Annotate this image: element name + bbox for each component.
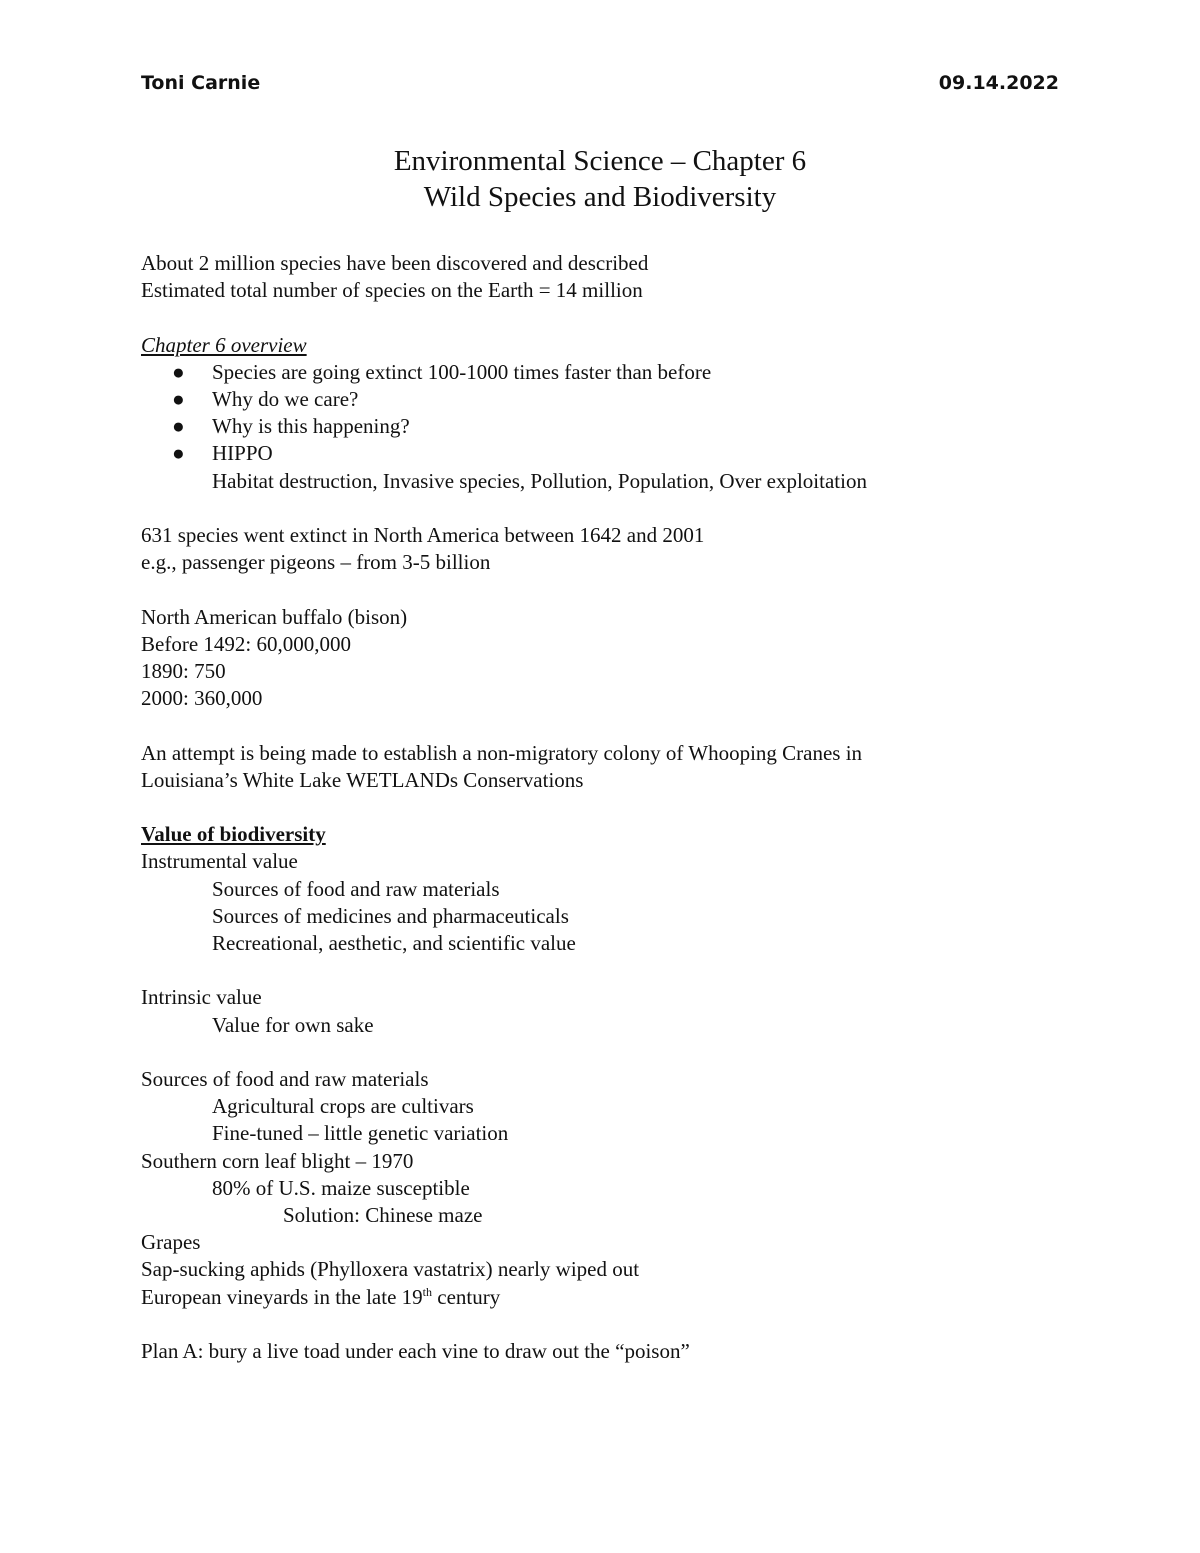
list-item: ● HIPPO [141,440,1081,467]
bullet-icon: ● [172,441,185,466]
list-item: 80% of U.S. maize susceptible [212,1175,470,1200]
extinction-line: e.g., passenger pigeons – from 3-5 billion [141,550,491,575]
extinction-line: 631 species went extinct in North America between 1642 and 2001 [141,523,705,547]
list-item: Recreational, aesthetic, and scientific value [212,931,576,955]
note-date: 09.14.2022 [938,72,1059,94]
list-item: ● Why is this happening? [141,413,1081,440]
bison-line: North American buffalo (bison) [141,604,408,629]
intrinsic-value: Intrinsic value [141,985,262,1010]
intro-line: Estimated total number of species on the Earth = 14 million [141,278,643,303]
list-item: Agricultural crops are cultivars [212,1094,474,1119]
plan-line: Plan A: bury a live toad under each vine to draw out the “poison” [141,1339,690,1363]
bison-line: 2000: 360,000 [141,686,263,711]
list-item: Sources of medicines and pharmaceuticals [212,903,569,928]
overview-heading: Chapter 6 overview [141,332,307,357]
list-item: Value for own sake [212,1012,374,1037]
notes-body [141,250,1081,1365]
blight-line: Southern corn leaf blight – 1970 [141,1148,414,1173]
title-line-2: Wild Species and Biodiversity [423,181,777,213]
list-item: Fine-tuned – little genetic variation [212,1121,509,1146]
list-item: ● Species are going extinct 100-1000 times faster than before [141,359,1081,386]
aphids-line: Sap-sucking aphids (Phylloxera vastatrix) nearly wiped out [141,1257,640,1282]
bullet-icon: ● [172,387,185,411]
bullet-icon: ● [172,359,185,384]
hippo-detail: Habitat destruction, Invasive species, Pollution, Population, Over exploitation [212,468,867,493]
grapes-line: Grapes [141,1230,201,1255]
title-line-1: Environmental Science – Chapter 6 [393,145,807,177]
author-name: Toni Carnie [141,72,261,94]
value-heading: Value of biodiversity [141,822,326,847]
intro-line: About 2 million species have been discovered and described [141,251,649,275]
bullet-icon: ● [172,414,185,439]
vineyards-line: European vineyards in the late 19th century [141,1284,501,1309]
bison-line: Before 1492: 60,000,000 [141,631,351,656]
solution-line: Solution: Chinese maze [283,1203,483,1227]
list-item: ● Why do we care? [141,386,1081,413]
cranes-line: Louisiana’s White Lake WETLANDs Conservations [141,767,584,792]
cranes-line: An attempt is being made to establish a non-migratory colony of Whooping Cranes in [141,740,863,765]
bison-line: 1890: 750 [141,659,226,683]
instrumental-value: Instrumental value [141,849,298,874]
list-item: Sources of food and raw materials [212,876,500,901]
food-heading: Sources of food and raw materials [141,1066,429,1091]
